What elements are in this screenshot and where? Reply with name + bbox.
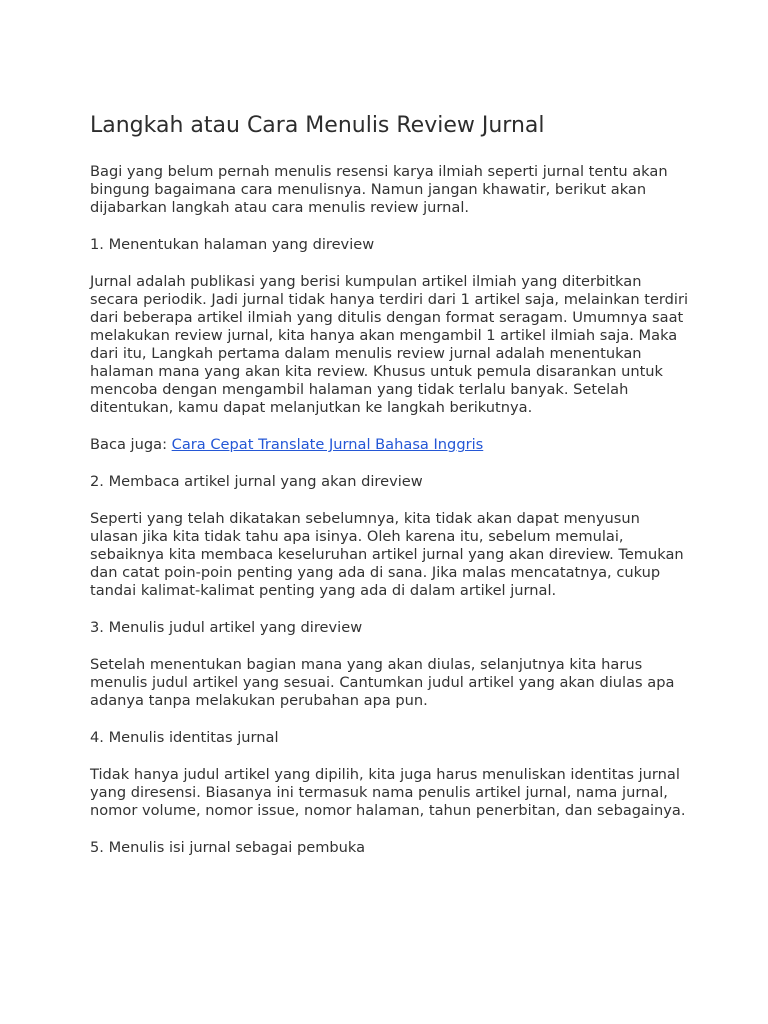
step-3-heading: 3. Menulis judul artikel yang direview [90, 619, 363, 636]
intro-paragraph: Bagi yang belum pernah menulis resensi karya ilmiah seperti jurnal tentu akan bingung bagaimana cara menulisnya. Namun jangan khawatir, berikut akan dijabarkan langkah atau cara menulis review jurnal. [90, 163, 668, 216]
document-page [90, 111, 690, 876]
page-title: Langkah atau Cara Menulis Review Jurnal [90, 113, 545, 138]
baca-juga-prefix: Baca juga: [90, 436, 172, 453]
step-2-heading: 2. Membaca artikel jurnal yang akan direview [90, 473, 423, 490]
step-3-body: Setelah menentukan bagian mana yang akan diulas, selanjutnya kita harus menulis judul artikel yang sesuai. Cantumkan judul artikel yang akan diulas apa adanya tanpa melakukan perubahan apa pun. [90, 656, 675, 709]
baca-juga-line [90, 436, 690, 454]
step-2-body: Seperti yang telah dikatakan sebelumnya, kita tidak akan dapat menyusun ulasan jika kita tidak tahu apa isinya. Oleh karena itu, sebelum memulai, sebaiknya kita membaca keseluruhan artikel jurnal yang akan direview. Temukan dan catat poin-poin penting yang ada di sana. Jika malas mencatatnya, cukup tandai kalimat-kalimat penting yang ada di dalam artikel jurnal. [90, 510, 684, 599]
step-5-heading: 5. Menulis isi jurnal sebagai pembuka [90, 839, 366, 856]
step-1-heading: 1. Menentukan halaman yang direview [90, 236, 375, 253]
step-4-body: Tidak hanya judul artikel yang dipilih, kita juga harus menuliskan identitas jurnal yang diresensi. Biasanya ini termasuk nama penulis artikel jurnal, nama jurnal, nomor volume, nomor issue, nomor halaman, tahun penerbitan, dan sebagainya. [90, 766, 686, 819]
step-1-body: Jurnal adalah publikasi yang berisi kumpulan artikel ilmiah yang diterbitkan secara periodik. Jadi jurnal tidak hanya terdiri dari 1 artikel saja, melainkan terdiri dari beberapa artikel ilmiah yang ditulis dengan format seragam. Umumnya saat melakukan review jurnal, kita hanya akan mengambil 1 artikel ilmiah saja. Maka dari itu, Langkah pertama dalam menulis review jurnal adalah menentukan halaman mana yang akan kita review. Khusus untuk pemula disarankan untuk mencoba dengan mengambil halaman yang tidak terlalu banyak. Setelah ditentukan, kamu dapat melanjutkan ke langkah berikutnya. [90, 273, 689, 416]
baca-juga-link[interactable]: Cara Cepat Translate Jurnal Bahasa Inggris [171, 436, 484, 453]
step-4-heading: 4. Menulis identitas jurnal [90, 729, 279, 746]
